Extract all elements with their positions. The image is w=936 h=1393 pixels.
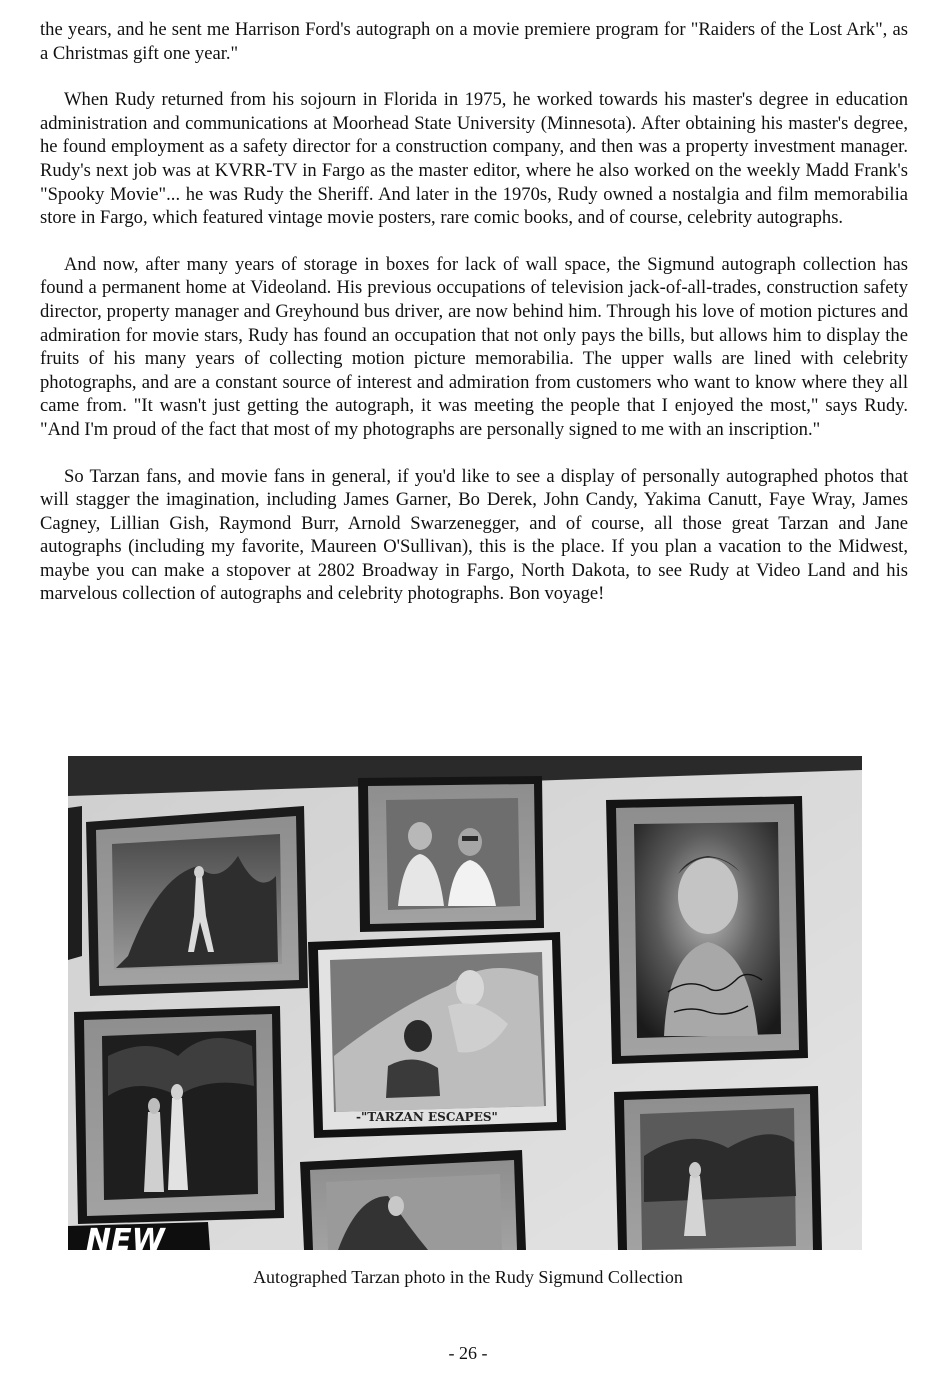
article-body [40, 18, 908, 629]
paragraph-2: When Rudy returned from his sojourn in Florida in 1975, he worked towards his master's degree in education administration and communications at Moorhead State University (Minnesota). After obtaining his master's degree, he found employment as a safety director for a construction company, and then was a property investment manager. Rudy's next job was at KVRR-TV in Fargo as the master editor, where he also worked on the weekly Madd Frank's "Spooky Movie"... he was Rudy the Sheriff. And later in the 1970s, Rudy owned a nostalgia and film memorabilia store in Fargo, which featured vintage movie posters, rare comic books, and of course, celebrity autographs. [40, 89, 908, 229]
page-number: - 26 - [448, 1343, 488, 1363]
sign-text: NEW [86, 1223, 165, 1250]
frame-top-center [358, 776, 544, 932]
frame-bottom-center [300, 1150, 526, 1250]
poster-title: -"TARZAN ESCAPES" [356, 1110, 498, 1124]
frame-middle-left [74, 1006, 284, 1224]
frame-right-portrait [606, 796, 808, 1064]
paragraph-1: the years, and he sent me Harrison Ford's autograph on a movie premiere program for "Raiders of the Lost Ark", as a Christmas gift one year." [40, 19, 908, 64]
tarzan-wall-photo [68, 756, 862, 1250]
frame-center-poster [308, 932, 566, 1138]
frame-bottom-right [614, 1086, 822, 1250]
sign-corner [68, 1222, 210, 1250]
paragraph-4: So Tarzan fans, and movie fans in general, if you'd like to see a display of personally autographed photos that will stagger the imagination, including James Garner, Bo Derek, John Candy, Yakima Canutt, Faye Wray, James Cagney, Lillian Gish, Raymond Burr, Arnold Swarzenegger, and of course, all those great Tarzan and Jane autographs (including my favorite, Maureen O'Sullivan), this is the place. If you plan a vacation to the Midwest, maybe you can make a stopover at 2802 Broadway in Fargo, North Dakota, to see Rudy at Video Land and his marvelous collection of autographs and celebrity photographs. Bon voyage! [40, 465, 908, 605]
photo-caption: Autographed Tarzan photo in the Rudy Sigmund Collection [253, 1267, 683, 1287]
paragraph-3: And now, after many years of storage in boxes for lack of wall space, the Sigmund autograph collection has found a permanent home at Videoland. His previous occupations of television jack-of-all-trades, construction safety director, property manager and Greyhound bus driver, are now behind him. Through his love of motion pictures and admiration for movie stars, Rudy has found an occupation that not only pays the bills, but allows him to display the fruits of his many years of collecting motion picture memorabilia. The upper walls are lined with celebrity photographs, and are a constant source of interest and admiration from customers who want to know where they all came from. "It wasn't just getting the autograph, it was meeting the people that I enjoyed the most," says Rudy. "And I'm proud of the fact that most of my photographs are personally signed to me with an inscription." [40, 253, 908, 440]
frame-top-left [86, 806, 308, 996]
photo-illustration [68, 756, 862, 1250]
